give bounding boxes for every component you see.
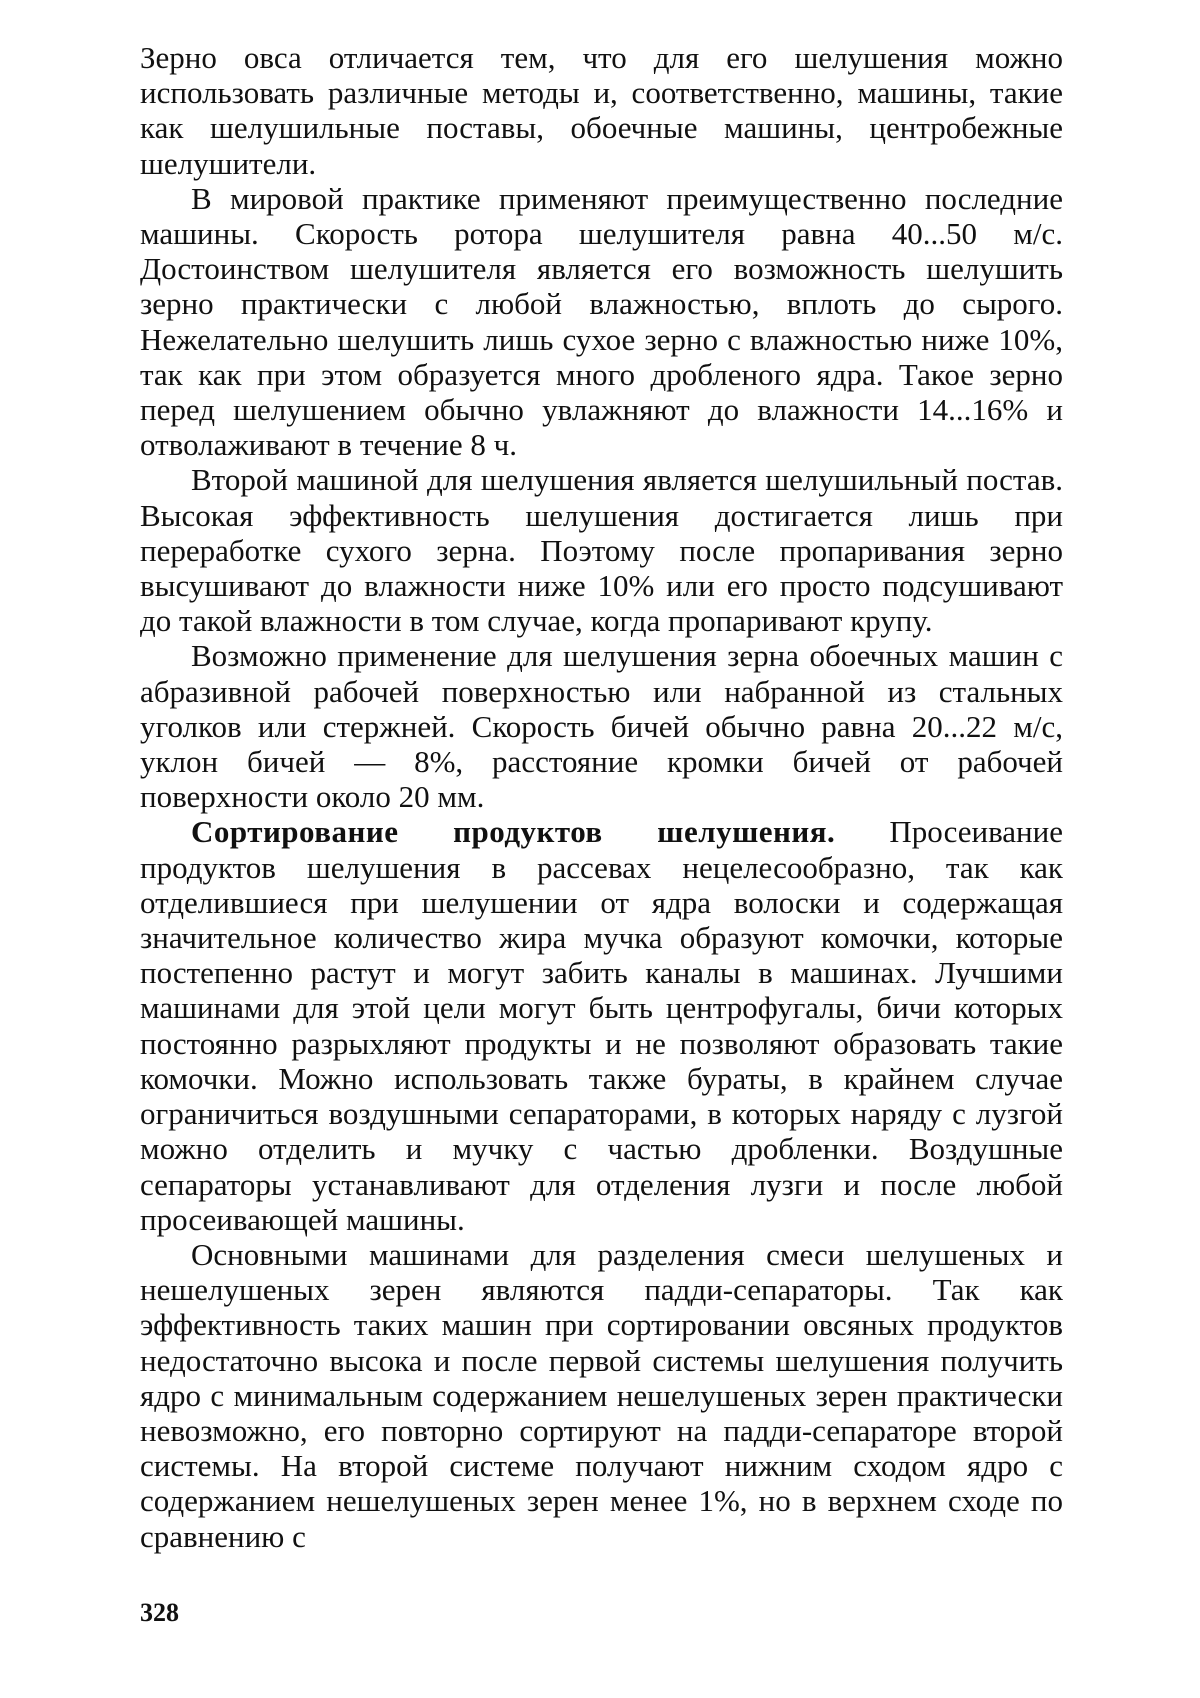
page-number: 328 xyxy=(140,1598,179,1628)
paragraph-sorting-products xyxy=(140,814,1063,1236)
document-page xyxy=(140,40,1063,1554)
paragraph-world-practice: В мировой практике применяют преимущественно послед­ние машины. Скорость ротора шелушителя равна 40...50 м/с. Достоинством шелушителя является его возможность шелу­шить зерно практически с любой влажностью, вплоть до сырого. Нежелательно шелушить лишь сухое зерно с влаж­ностью ниже 10%, так как при этом образуется много дроб­леного ядра. Такое зерно перед шелушением обычно увлажня­ют до влажности 14...16% и отволаживают в течение 8 ч. xyxy=(140,181,1063,463)
paragraph-second-machine: Второй машиной для шелушения является шелушильный постав. Высокая эффективность шелушения достигается лишь при переработке сухого зерна. Поэтому после пропаривания зерно высушивают до влажности ниже 10% или его просто подсушивают до такой влажности в том случае, когда пропа­ривают крупу. xyxy=(140,462,1063,638)
paragraph-sorting-body: Просеивание продуктов шелушения в рассевах нецелесообразно, так как отделившиеся при шелушении от ядра волоски и содержащая значительное количество жира мучка образуют комочки, которые постепенно растут и могут забить каналы в машинах. Лучшими машинами для этой цели могут быть центрофугалы, бичи которых постоянно разрыхляют продукты и не позволяют образовать такие комочки. Можно использовать также бураты, в крайнем случае ограничиться воздушными сепараторами, в которых наряду с лузгой можно отделить и мучку с частью дробленки. Воздушные сепараторы устанавливают для отделения лузги и после любой просеивающей машины. xyxy=(140,814,1063,1236)
section-heading-sorting: Сортирование продуктов шелушения. xyxy=(191,814,835,849)
paragraph-scouring-machines: Возможно применение для шелушения зерна обоечных машин с абразивной рабочей поверхностью или набранной из стальных уголков или стержней. Скорость бичей обычно равна 20...22 м/с, уклон бичей — 8%, расстояние кромки бичей от рабочей поверхности около 20 мм. xyxy=(140,638,1063,814)
paragraph-oat-intro: Зерно овса отличается тем, что для его шелушения можно использовать различные методы и, соответственно, машины, такие как шелушильные поставы, обоечные машины, центро­бежные шелушители. xyxy=(140,40,1063,181)
paragraph-paddy-separators: Основными машинами для разделения смеси шелушеных и нешелушеных зерен являются падди-сепараторы. Так как эффективность таких машин при сортировании овсяных про­дуктов недостаточно высока и после первой системы шелуше­ния получить ядро с минимальным содержанием нешелуше­ных зерен практически невозможно, его повторно сортируют на падди-сепараторе второй системы. На второй системе получают нижним сходом ядро с содержанием нешелуше­ных зерен менее 1%, но в верхнем сходе по сравнению с xyxy=(140,1237,1063,1554)
